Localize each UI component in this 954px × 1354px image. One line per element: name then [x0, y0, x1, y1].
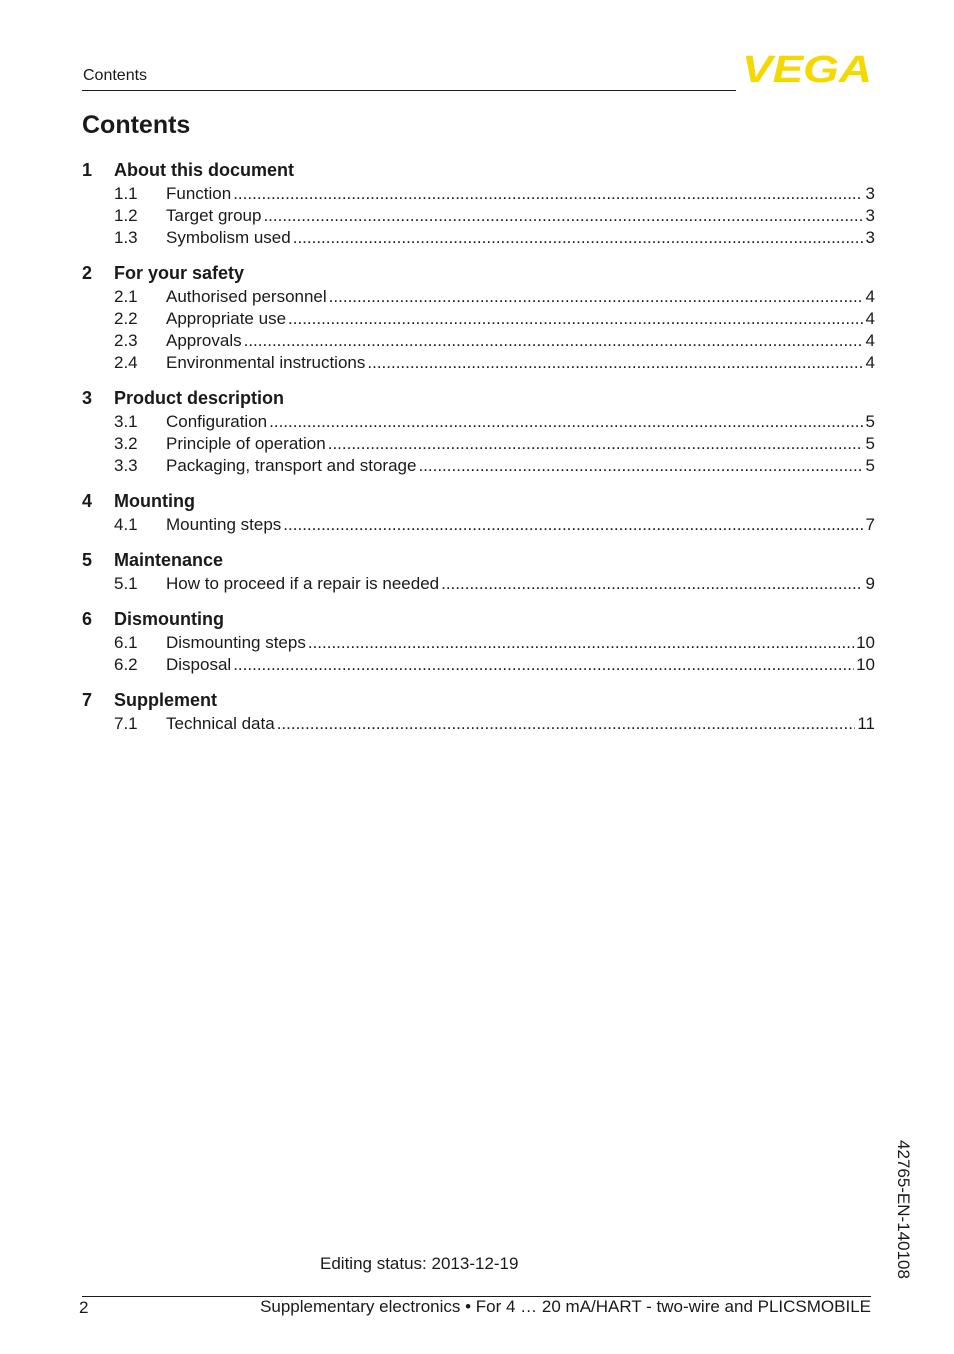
entry-page-number: 3 — [865, 184, 875, 203]
toc-entry[interactable] — [82, 205, 875, 227]
entry-title: Authorised personnel — [166, 287, 327, 306]
entry-number: 3.3 — [114, 456, 138, 475]
toc-section-heading[interactable] — [82, 688, 875, 713]
entry-page-number: 11 — [857, 714, 875, 733]
entry-page-number: 10 — [856, 655, 875, 674]
section-title: Mounting — [114, 491, 195, 511]
entry-number: 1.1 — [114, 184, 138, 203]
section-number: 5 — [82, 550, 93, 570]
section-title: Dismounting — [114, 609, 224, 629]
toc-section — [82, 548, 875, 595]
dot-leader — [263, 205, 863, 227]
entry-number: 2.4 — [114, 353, 138, 372]
toc-entry[interactable] — [82, 286, 875, 308]
dot-leader — [441, 573, 863, 595]
entry-number: 4.1 — [114, 515, 138, 534]
entry-page-number: 5 — [865, 412, 875, 431]
dot-leader — [329, 286, 863, 308]
toc-entry[interactable] — [82, 514, 875, 536]
section-number: 1 — [82, 160, 93, 180]
toc-section-heading[interactable] — [82, 158, 875, 183]
dot-leader — [293, 227, 863, 249]
entry-number: 6.2 — [114, 655, 138, 674]
dot-leader — [233, 654, 854, 676]
toc-section — [82, 607, 875, 676]
entry-number: 7.1 — [114, 714, 138, 733]
entry-title: Mounting steps — [166, 515, 282, 534]
entry-number: 2.3 — [114, 331, 138, 350]
toc-entry[interactable] — [82, 573, 875, 595]
section-number: 3 — [82, 388, 93, 408]
section-title: For your safety — [114, 263, 245, 283]
header-divider — [82, 90, 736, 91]
entry-title: Configuration — [166, 412, 268, 431]
table-of-contents — [82, 158, 875, 747]
toc-section-heading[interactable] — [82, 607, 875, 632]
toc-entry[interactable] — [82, 330, 875, 352]
entry-title: Target group — [166, 206, 262, 225]
toc-entry[interactable] — [82, 654, 875, 676]
section-title: Product description — [114, 388, 285, 408]
document-code: 42765-EN-140108 — [894, 1140, 913, 1279]
toc-entry[interactable] — [82, 308, 875, 330]
dot-leader — [283, 514, 863, 536]
vega-logo — [741, 52, 873, 84]
entry-number: 2.1 — [114, 287, 138, 306]
toc-section — [82, 158, 875, 249]
toc-entry[interactable] — [82, 632, 875, 654]
entry-title: Principle of operation — [166, 434, 326, 453]
entry-page-number: 4 — [865, 287, 875, 306]
entry-page-number: 10 — [856, 633, 875, 652]
entry-number: 2.2 — [114, 309, 138, 328]
entry-page-number: 4 — [865, 309, 875, 328]
section-title: Supplement — [114, 690, 218, 710]
entry-number: 3.2 — [114, 434, 138, 453]
toc-section — [82, 688, 875, 735]
entry-title: Environmental instructions — [166, 353, 366, 372]
toc-entry[interactable] — [82, 352, 875, 374]
dot-leader — [328, 433, 863, 455]
entry-number: 3.1 — [114, 412, 138, 431]
entry-title: How to proceed if a repair is needed — [166, 574, 440, 593]
entry-page-number: 4 — [865, 331, 875, 350]
entry-number: 1.3 — [114, 228, 138, 247]
section-number: 2 — [82, 263, 93, 283]
entry-page-number: 9 — [865, 574, 875, 593]
toc-section-heading[interactable] — [82, 548, 875, 573]
dot-leader — [277, 713, 856, 735]
toc-entry[interactable] — [82, 227, 875, 249]
section-title: About this document — [114, 160, 294, 180]
dot-leader — [269, 411, 863, 433]
section-number: 7 — [82, 690, 93, 710]
entry-title: Dismounting steps — [166, 633, 306, 652]
entry-number: 5.1 — [114, 574, 138, 593]
toc-entry[interactable] — [82, 433, 875, 455]
svg-text:VEGA: VEGA — [742, 52, 872, 84]
entry-title: Approvals — [166, 331, 242, 350]
toc-section-heading[interactable] — [82, 386, 875, 411]
dot-leader — [233, 183, 863, 205]
toc-section — [82, 261, 875, 374]
running-header: Contents — [83, 67, 148, 84]
entry-title: Appropriate use — [166, 309, 287, 328]
entry-page-number: 3 — [865, 206, 875, 225]
page-title: Contents — [82, 111, 191, 139]
entry-number: 6.1 — [114, 633, 138, 652]
entry-page-number: 4 — [865, 353, 875, 372]
entry-title: Function — [166, 184, 232, 203]
toc-section-heading[interactable] — [82, 261, 875, 286]
entry-page-number: 5 — [865, 434, 875, 453]
entry-page-number: 7 — [865, 515, 875, 534]
entry-number: 1.2 — [114, 206, 138, 225]
toc-entry[interactable] — [82, 411, 875, 433]
entry-page-number: 3 — [865, 228, 875, 247]
dot-leader — [367, 352, 863, 374]
toc-section — [82, 489, 875, 536]
section-number: 6 — [82, 609, 93, 629]
dot-leader — [244, 330, 863, 352]
entry-title: Symbolism used — [166, 228, 291, 247]
toc-entry[interactable] — [82, 713, 875, 735]
section-title: Maintenance — [114, 550, 224, 570]
entry-title: Technical data — [166, 714, 275, 733]
toc-entry[interactable] — [82, 455, 875, 477]
page-number: 2 — [79, 1298, 89, 1317]
section-number: 4 — [82, 491, 93, 511]
dot-leader — [308, 632, 854, 654]
entry-title: Packaging, transport and storage — [166, 456, 417, 475]
toc-entry[interactable] — [82, 183, 875, 205]
toc-section — [82, 386, 875, 477]
editing-status: Editing status: 2013-12-19 — [320, 1254, 519, 1273]
dot-leader — [418, 455, 863, 477]
entry-title: Disposal — [166, 655, 232, 674]
dot-leader — [288, 308, 863, 330]
footer-title: Supplementary electronics • For 4 … 20 mA/HART - two-wire and PLICSMOBILE — [260, 1297, 871, 1316]
entry-page-number: 5 — [865, 456, 875, 475]
toc-section-heading[interactable] — [82, 489, 875, 514]
